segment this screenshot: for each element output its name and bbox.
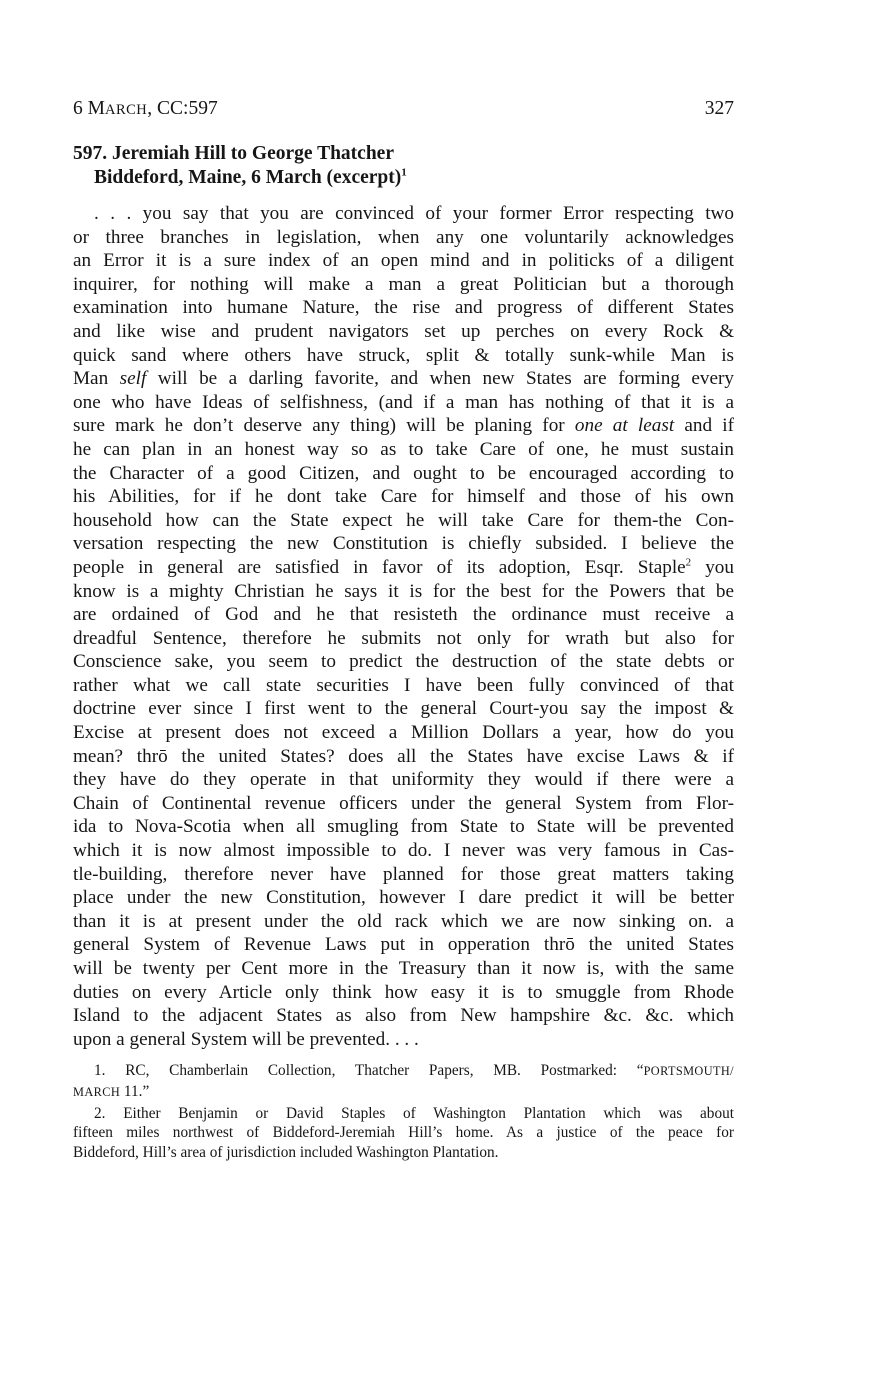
text-line: duties on every Article only think how easy it is to smuggle from Rhode xyxy=(73,981,734,1003)
text-line: or three branches in legislation, when any one voluntarily acknowledges xyxy=(73,226,734,248)
text-line: ida to Nova-Scotia when all smugling from State to State will be prevented xyxy=(73,816,734,838)
text-line: Island to the adjacent States as also from New hampshire &c. &c. which xyxy=(73,1005,734,1027)
text-line: his Abilities, for if he dont take Care for himself and those of his own xyxy=(73,486,734,508)
text-line: the Character of a good Citizen, and ought to be encouraged according to xyxy=(73,462,734,484)
running-head-month-rest: ARCH xyxy=(104,102,148,118)
text-line: general System of Revenue Laws put in opperation thrō the united States xyxy=(73,934,734,956)
text-line: upon a general System will be prevented. . . . xyxy=(73,1028,419,1050)
postmark-text: PORTSMOUTH/ xyxy=(643,1064,734,1079)
text-line: versation respecting the new Constitution is chiefly subsided. I believe the xyxy=(73,533,734,555)
text-line: tle-building, therefore never have planned for those great matters taking xyxy=(73,863,734,885)
text-line: will be twenty per Cent more in the Treasury than it now is, with the same xyxy=(73,958,734,979)
text-line: are ordained of God and he that resisteth the ordinance must receive a xyxy=(73,604,734,626)
text-line: examination into humane Nature, the rise and progress of different States xyxy=(73,297,734,319)
heading-title: 597. Jeremiah Hill to George Thatcher xyxy=(73,143,394,164)
text-segment: will be a darling favorite, and when new States are forming every xyxy=(146,368,734,390)
running-head-month-initial: M xyxy=(87,98,105,119)
text-segment: people in general are satisfied in favor of its adoption, Esqr. Staple xyxy=(73,556,686,578)
text-line: Chain of Continental revenue officers under the general System from Flor- xyxy=(73,792,734,814)
text-line: household how can the State expect he will take Care for them-the Con- xyxy=(73,509,734,531)
text-line: an Error it is a sure index of an open mind and in politicks of a diligent xyxy=(73,250,734,272)
postmark-text: MARCH xyxy=(73,1084,121,1099)
page-number: 327 xyxy=(704,98,734,119)
text-segment: 1. RC, Chamberlain Collection, Thatcher Papers, MB. Postmarked: “ xyxy=(94,1062,644,1080)
text-line: they have do they operate in that uniformity they would if there were a xyxy=(73,769,734,791)
text-line: place under the new Constitution, however I dare predict it will be better xyxy=(73,887,734,909)
text-line: than it is at present under the old rack which we are now sinking on. a xyxy=(73,910,734,932)
text-line: one who have Ideas of selfishness, (and if a man has nothing of that it is a xyxy=(73,391,734,413)
running-head-doc-number: , CC:597 xyxy=(147,98,218,119)
footnotes xyxy=(73,1061,734,1161)
footnote-ref-2: 2 xyxy=(685,556,692,569)
text-line xyxy=(73,414,734,438)
text-line: Excise at present does not exceed a Million Dollars a year, how do you xyxy=(73,722,734,744)
footnote-1 xyxy=(73,1061,734,1102)
text-line: doctrine ever since I first went to the general Court-you say the impost & xyxy=(73,698,734,720)
text-line: and like wise and prudent navigators set up perches on every Rock & xyxy=(73,320,734,342)
text-line: quick sand where others have struck, split & totally sunk-while Man is xyxy=(73,344,734,366)
text-segment: you xyxy=(691,556,734,578)
text-line: Conscience sake, you seem to predict the destruction of the state debts or xyxy=(73,651,734,673)
text-line: mean? thrō the united States? does all the States have excise Laws & if xyxy=(73,745,734,767)
footnote-line: fifteen miles northwest of Biddeford-Jeremiah Hill’s home. As a justice of the peace for xyxy=(73,1124,734,1142)
text-segment: 11.” xyxy=(120,1082,150,1100)
footnote-line: 2. Either Benjamin or David Staples of Washington Plantation which was about xyxy=(94,1104,734,1122)
text-line: dreadful Sentence, therefore he submits not only for wrath but also for xyxy=(73,627,734,649)
italic-phrase: one at least xyxy=(574,415,675,437)
document-heading xyxy=(73,142,734,190)
text-line: inquirer, for nothing will make a man a great Politician but a thorough xyxy=(73,273,734,295)
footnote-line xyxy=(73,1061,734,1081)
footnote-2 xyxy=(73,1104,734,1162)
footnote-ref-1: 1 xyxy=(401,166,407,179)
running-head xyxy=(73,92,734,126)
running-head-day: 6 xyxy=(73,98,88,119)
footnote-line: Biddeford, Hill’s area of jurisdiction included Washington Plantation. xyxy=(73,1143,499,1161)
text-line: he can plan in an honest way so as to take Care of one, he must sustain xyxy=(73,438,734,460)
text-line: which it is now almost impossible to do. I never was very famous in Cas- xyxy=(73,840,734,862)
text-line: . . . you say that you are convinced of your former Error respecting two xyxy=(94,203,734,224)
text-line: know is a mighty Christian he says it is for the best for the Powers that be xyxy=(73,580,734,602)
text-line: rather what we call state securities I have been fully convinced of that xyxy=(73,674,734,696)
text-segment: and if xyxy=(674,415,734,437)
heading-place-date xyxy=(73,166,734,190)
text-line xyxy=(73,367,734,391)
text-line xyxy=(73,556,734,580)
text-segment: Man xyxy=(73,368,120,390)
running-head-date xyxy=(73,92,218,127)
letter-excerpt xyxy=(73,202,734,1051)
footnote-line xyxy=(73,1082,734,1102)
italic-word: self xyxy=(119,368,147,390)
heading-place-date-text: Biddeford, Maine, 6 March (excerpt) xyxy=(94,167,402,188)
document-page xyxy=(73,92,734,1162)
text-segment: sure mark he don’t deserve any thing) will be planing for xyxy=(73,415,575,437)
